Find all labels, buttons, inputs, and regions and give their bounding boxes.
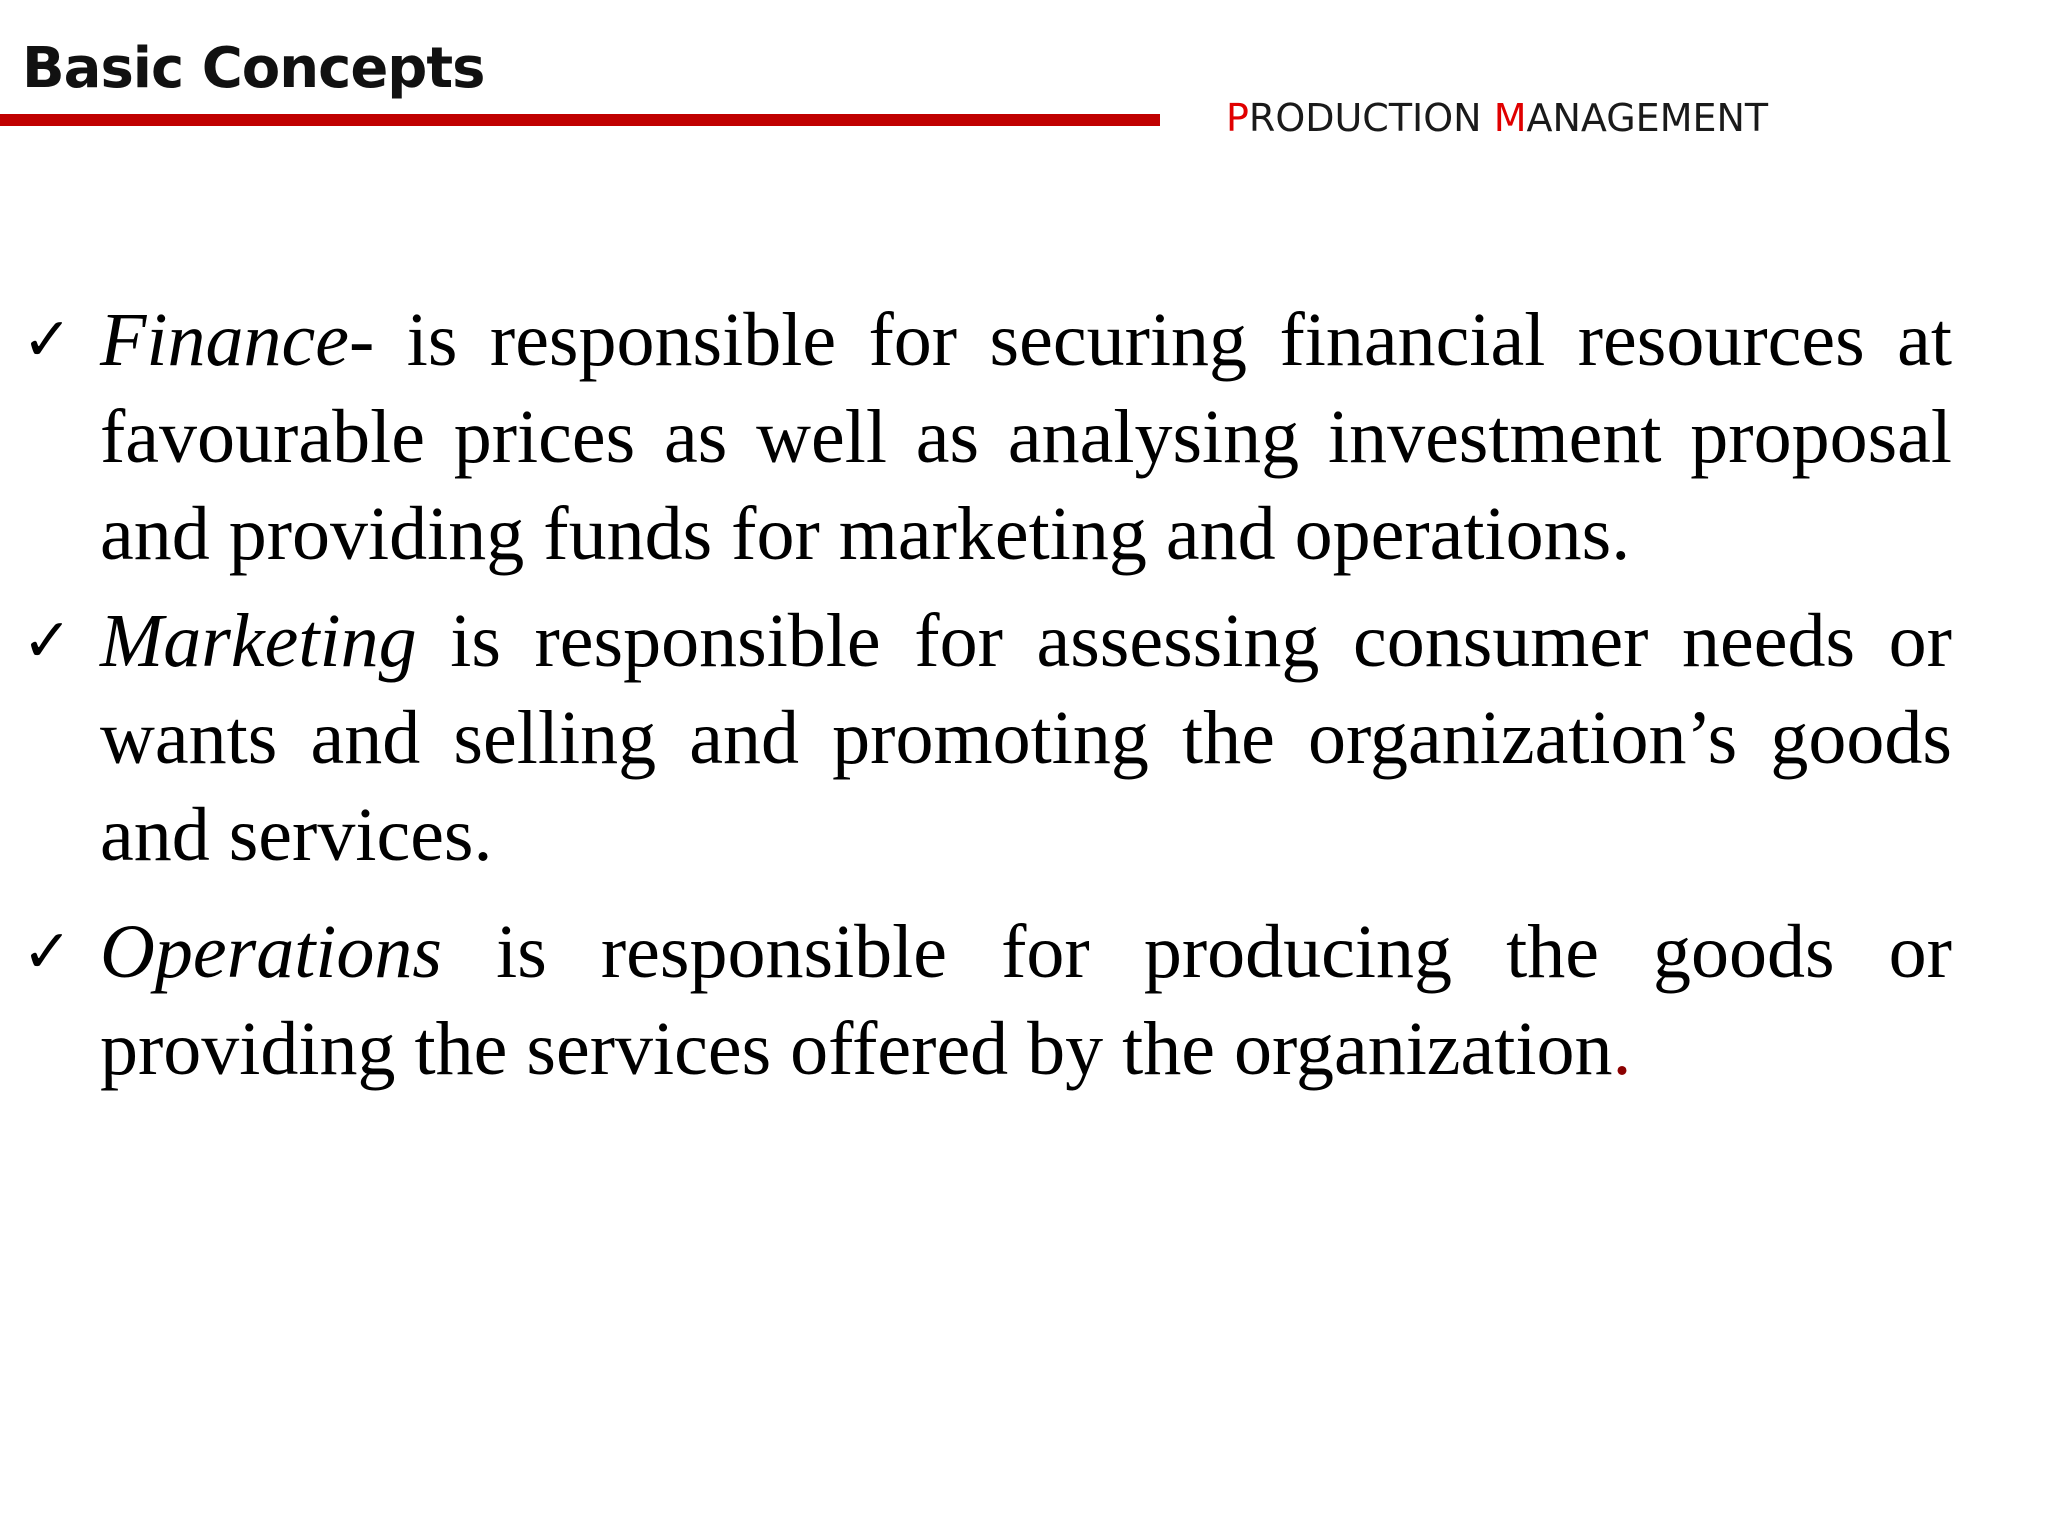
bullet-text-finance: - is responsible for securing financial resources at favourable prices as well as analysing investment proposal and providing funds for marketing and operations. — [100, 298, 1952, 576]
bullet-text-marketing: is responsible for assessing consumer needs or wants and selling and promoting the organization’s goods and services. — [100, 599, 1952, 877]
slide-title: Basic Concepts — [22, 36, 485, 101]
check-mark-icon: ✓ — [22, 606, 73, 676]
title-underline — [0, 114, 1160, 126]
course-label-initial-p: P — [1226, 96, 1249, 140]
bullet-operations — [22, 904, 1952, 1098]
bullet-end-period: . — [1612, 1007, 1632, 1091]
term-operations: Operations — [100, 910, 442, 994]
term-finance: Finance — [100, 298, 350, 382]
course-label-part-2: ANAGEMENT — [1526, 96, 1769, 140]
check-mark-icon: ✓ — [22, 305, 73, 375]
course-label-initial-m: M — [1493, 96, 1527, 140]
course-label-part-1: RODUCTION — [1248, 96, 1494, 140]
bullet-finance — [22, 292, 1952, 583]
course-label — [1226, 96, 1768, 140]
bullet-list — [22, 292, 1952, 1108]
bullet-text-operations: is responsible for producing the goods or providing the services offered by the organization — [100, 910, 1952, 1091]
term-marketing: Marketing — [100, 599, 417, 683]
bullet-marketing — [22, 593, 1952, 884]
check-mark-icon: ✓ — [22, 917, 73, 987]
